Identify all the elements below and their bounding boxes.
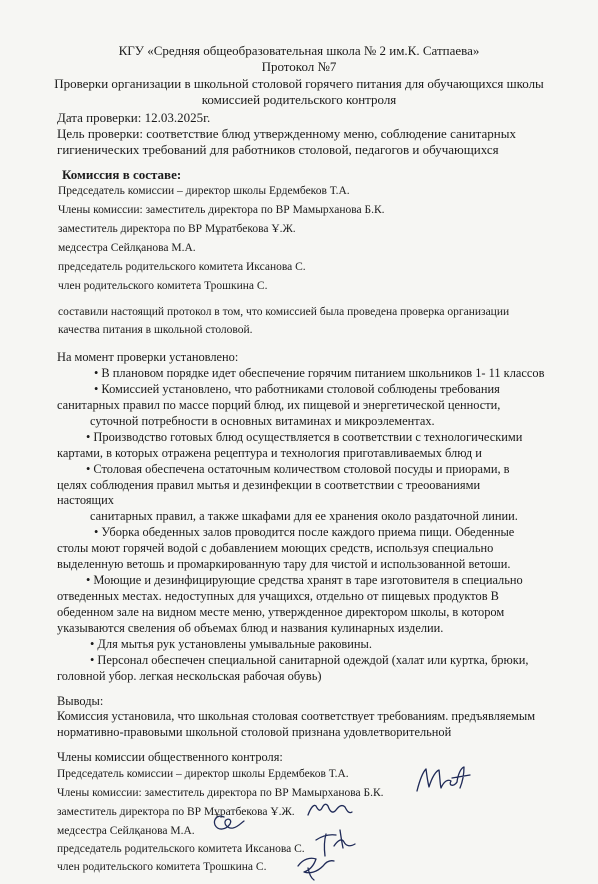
- finding-line: • Уборка обеденных залов проводится после каждого приема пищи. Обеденные: [94, 525, 515, 539]
- handwritten-signature: [290, 846, 338, 882]
- commission-member: Члены комиссии: заместитель директора по ВР Мамырханова Б.К.: [58, 204, 385, 216]
- signatory: член родительского комитета Трошкина С.: [57, 861, 267, 873]
- purpose-line-1: Цель проверки: соответствие блюд утвержденному меню, соблюдение санитарных: [57, 126, 516, 141]
- finding-line: картами, в которых отражена рецептура и технология приготавливаемых блюд и: [57, 446, 482, 460]
- conclusion-line-1: Комиссия установила, что школьная столовая соответствует требованиям. предъявляемым: [57, 709, 536, 723]
- commission-member: член родительского комитета Трошкина С.: [58, 280, 268, 292]
- handwritten-signature: [306, 795, 354, 823]
- finding-line: настоящих: [57, 493, 114, 507]
- finding-line: суточной потребности в основных витаминах и микроэлементах.: [90, 414, 435, 428]
- finding-line: обеденном зале на видном месте меню, утвержденное директором школы, в котором: [57, 605, 505, 619]
- organization-name: КГУ «Средняя общеобразовательная школа № 2 им.К. Сатпаева»: [118, 43, 480, 58]
- signatory: заместитель директора по ВР Мұратбекова Ұ.Ж.: [57, 806, 295, 818]
- finding-line: • В плановом порядке идет обеспечение горячим питанием школьников 1- 11 классов: [94, 366, 545, 380]
- conclusion-line-2: нормативно-правовыми школьной столовой признана удовлетворительной: [57, 725, 452, 739]
- handwritten-signature: [414, 764, 474, 796]
- signatory: Члены комиссии: заместитель директора по ВР Мамырханова Б.К.: [57, 787, 384, 799]
- finding-line: санитарных правил по массе порций блюд, их пищевой и энергетической ценности,: [57, 398, 501, 412]
- purpose-line-2: гигиенических требований для работников столовой, педагогов и обучающихся: [57, 142, 499, 157]
- finding-line: • Производство готовых блюд осуществляется в соответствии с технологическими: [86, 430, 523, 444]
- finding-line: • Персонал обеспечен специальной санитарной одеждой (халат или куртка, брюки,: [90, 653, 529, 667]
- commission-member: председатель родительского комитета Иксанова С.: [58, 261, 306, 273]
- finding-line: • Моющие и дезинфицирующие средства хранят в таре изготовителя в специально: [86, 573, 523, 587]
- finding-line: столы моют горячей водой с добавлением моющих средств, используя специально: [57, 541, 494, 555]
- finding-line: указываются свеления об объемах блюд и названия кулинарных изделии.: [57, 621, 444, 635]
- finding-line: санитарных правил, а также шкафами для ее хранения около раздаточной линии.: [90, 509, 518, 523]
- finding-line: отведенных местах. недоступных для учащихся, отдельно от пищевых продуктов В: [57, 589, 499, 603]
- signatory: председатель родительского комитета Иксанова С.: [57, 843, 305, 855]
- commission-heading: Комиссия в составе:: [62, 167, 182, 182]
- finding-line: • Комиссией установлено, что работниками столовой соблюдены требования: [94, 382, 500, 396]
- conclusion-heading: Выводы:: [57, 694, 104, 708]
- finding-line: целях соблюдения правил мытья и дезинфекции в соответствии с треоованиями: [57, 478, 481, 492]
- commission-member: заместитель директора по ВР Мұратбекова Ұ.Ж.: [58, 223, 296, 235]
- signatures-heading: Члены комиссии общественного контроля:: [57, 750, 283, 764]
- commission-member: медсестра Сейлқанова М.А.: [58, 242, 196, 254]
- handwritten-signature: [210, 810, 248, 836]
- signatory: Председатель комиссии – директор школы Ердембеков Т.А.: [57, 768, 349, 780]
- finding-line: • Столовая обеспечена остаточным количеством столовой посуды и приорами, в: [86, 462, 510, 476]
- finding-line: выделенную ветошь и промаркированную тару для чистой и использованной ветоши.: [57, 557, 511, 571]
- signatory: медсестра Сейлқанова М.А.: [57, 825, 195, 837]
- subject-line-2: комиссией родительского контроля: [201, 92, 397, 107]
- findings-heading: На момент проверки установлено:: [57, 350, 239, 364]
- intro-line-2: качества питания в школьной столовой.: [58, 324, 253, 336]
- finding-line: головной убор. легкая нескольская рабочая обувь): [57, 669, 322, 683]
- commission-member: Председатель комиссии – директор школы Ердембеков Т.А.: [58, 185, 350, 197]
- finding-line: • Для мытья рук установлены умывальные раковины.: [90, 637, 372, 651]
- inspection-date: Дата проверки: 12.03.2025г.: [57, 110, 211, 125]
- subject-line-1: Проверки организации в школьной столовой горячего питания для обучающихся школы: [54, 76, 544, 91]
- protocol-number: Протокол №7: [261, 59, 337, 74]
- intro-line-1: составили настоящий протокол в том, что комиссией была проведена проверка организации: [58, 306, 510, 318]
